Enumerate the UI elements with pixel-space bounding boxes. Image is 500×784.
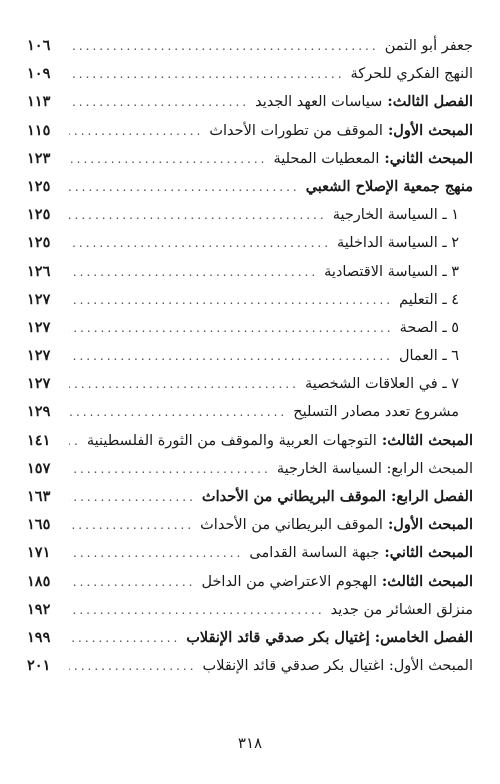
page-number-footer: ٣١٨ (237, 734, 263, 752)
toc-entry-title (209, 117, 473, 145)
dot-leader (69, 483, 196, 511)
toc-entry-text: مشروع تعدد مصادر التسليح (293, 404, 459, 421)
toc-page-number: ١٢٧ (27, 375, 51, 393)
toc-entry (27, 398, 473, 426)
dot-leader (69, 370, 299, 398)
toc-entry-title (202, 483, 473, 511)
toc-entry (27, 483, 473, 511)
dot-leader (69, 511, 194, 539)
toc-entry-title (255, 88, 473, 116)
toc-entry-title (277, 455, 473, 483)
toc-page-number: ١٧١ (27, 544, 51, 562)
dot-leader (69, 286, 393, 314)
toc-entry-text: جعفر أبو التمن (384, 38, 473, 54)
toc-entry-title (333, 201, 473, 229)
dot-leader (69, 427, 81, 455)
toc-entry (27, 427, 473, 455)
toc-entry (27, 88, 473, 116)
toc-entry-text: ٥ ـ الصحة (399, 319, 459, 336)
toc-entry-text: المبحث الرابع: السياسة الخارجية (276, 460, 473, 477)
toc-entry-text: المبحث الأول: اغتيال بكر صدقي قائد الإنقلاب (202, 658, 473, 675)
toc-entry-prefix: منهج جمعية الإصلاح الشعبي (305, 177, 473, 195)
toc-entry (27, 370, 473, 398)
toc-entry-prefix: المبحث الثاني: (379, 149, 473, 167)
toc-entry (27, 60, 473, 88)
toc-entry-prefix: الفصل الثالث: (382, 93, 473, 111)
dot-leader (69, 568, 195, 596)
toc-entry-text: التوجهات العربية والموقف من الثورة الفلسطينية (86, 432, 377, 449)
toc-page-number: ١٥٧ (27, 459, 51, 477)
toc-entry (27, 652, 473, 680)
toc-page-number: ١٨٥ (27, 572, 51, 590)
toc-page-number: ١٩٢ (27, 600, 51, 618)
toc-entry-text: جبهة الساسة القدامى (249, 545, 380, 562)
toc-entry-title (249, 539, 473, 567)
toc-entry-title (203, 652, 473, 680)
toc-entry (27, 314, 473, 342)
toc-entry-text: الهجوم الاعتراضي من الداخل (201, 573, 377, 590)
toc-page-number: ١٦٥ (27, 516, 51, 534)
toc-page-number: ١٢٥ (27, 234, 51, 252)
toc-entry-title (200, 511, 473, 539)
toc-entry-title (293, 398, 473, 426)
toc-entry (27, 342, 473, 370)
dot-leader (69, 88, 249, 116)
dot-leader (69, 398, 287, 426)
toc-entry (27, 596, 473, 624)
toc-entry-prefix: المبحث الثالث: (376, 431, 473, 449)
toc-entry-prefix: المبحث الأول: (382, 516, 473, 534)
toc-entry (27, 201, 473, 229)
toc-page-number: ١١٣ (27, 93, 51, 111)
toc-entry (27, 286, 473, 314)
toc-entry-title (273, 145, 473, 173)
toc-entry-title (306, 173, 473, 201)
dot-leader (69, 145, 267, 173)
toc-entry-title (87, 427, 473, 455)
toc-entry-title (324, 258, 473, 286)
toc-entry-title (186, 624, 473, 652)
toc-entry-text: النهج الفكري للحركة (350, 66, 473, 83)
toc-entry-text: الموقف من تطورات الأحداث (209, 122, 383, 139)
toc-entry-title (399, 286, 473, 314)
toc-entry-text: ٧ ـ في العلاقات الشخصية (304, 376, 459, 393)
dot-leader (69, 60, 345, 88)
toc-page-number: ٢٠١ (27, 657, 51, 675)
toc-entry-prefix: المبحث الثالث: (376, 572, 473, 590)
toc-entry-text: المعطيات المحلية (273, 150, 380, 167)
toc-entry-text: ٢ ـ السياسة الداخلية (337, 235, 459, 252)
toc-entry-title (351, 60, 473, 88)
toc-page-number: ١٠٩ (27, 65, 51, 83)
dot-leader (69, 201, 327, 229)
dot-leader (69, 229, 331, 257)
toc-page-number: ١٤١ (27, 431, 51, 449)
toc-entry (27, 229, 473, 257)
toc-entry (27, 173, 473, 201)
dot-leader (69, 342, 393, 370)
toc-entry-text: منزلق العشائر من جديد (330, 601, 473, 618)
table-of-contents (27, 32, 473, 680)
toc-entry (27, 258, 473, 286)
toc-entry-prefix: الفصل الرابع: الموقف البريطاني من الأحداث (201, 488, 473, 505)
toc-page-number: ١٢٣ (27, 149, 51, 167)
dot-leader (69, 32, 379, 60)
toc-entry (27, 539, 473, 567)
dot-leader (69, 652, 197, 680)
toc-entry (27, 624, 473, 652)
toc-entry-text: سياسات العهد الجديد (255, 94, 383, 111)
toc-page-number: ١١٥ (27, 121, 51, 139)
toc-entry-text: ١ ـ السياسة الخارجية (332, 207, 459, 224)
toc-page-number: ١٢٩ (27, 403, 51, 421)
toc-page-number: ١٦٣ (27, 488, 51, 505)
dot-leader (69, 117, 203, 145)
toc-entry-prefix: الفصل الخامس: إغتيال بكر صدقي قائد الإنقلاب (186, 628, 473, 646)
toc-page-number: ١٢٧ (27, 290, 51, 308)
toc-entry (27, 32, 473, 60)
toc-entry (27, 568, 473, 596)
dot-leader (69, 314, 394, 342)
toc-page-number: ١٩٩ (27, 628, 51, 646)
toc-page-number: ١٠٦ (27, 37, 51, 54)
toc-entry (27, 511, 473, 539)
toc-entry-title (337, 229, 473, 257)
toc-entry (27, 145, 473, 173)
toc-entry-prefix: المبحث الأول: (382, 121, 473, 139)
toc-page-number: ١٢٥ (27, 177, 51, 195)
dot-leader (69, 624, 180, 652)
dot-leader (69, 258, 318, 286)
toc-page-number: ١٢٧ (27, 347, 51, 365)
toc-entry-title (305, 370, 473, 398)
dot-leader (69, 596, 325, 624)
toc-page-number: ١٢٦ (27, 262, 51, 280)
toc-entry-title (201, 568, 473, 596)
dot-leader (69, 173, 300, 201)
toc-page-number: ١٢٥ (27, 206, 51, 224)
toc-entry-text: ٣ ـ السياسة الاقتصادية (324, 263, 459, 280)
toc-entry-title (385, 32, 473, 60)
toc-page-number: ١٢٧ (27, 318, 51, 336)
dot-leader (69, 539, 243, 567)
toc-entry-title (400, 314, 473, 342)
toc-entry (27, 455, 473, 483)
toc-entry-title (399, 342, 473, 370)
toc-entry (27, 117, 473, 145)
dot-leader (69, 455, 271, 483)
toc-entry-prefix: المبحث الثاني: (379, 544, 473, 562)
toc-entry-text: ٤ ـ التعليم (399, 291, 459, 308)
toc-entry-text: الموقف البريطاني من الأحداث (200, 517, 383, 534)
toc-entry-text: ٦ ـ العمال (398, 348, 459, 365)
toc-entry-title (331, 596, 473, 624)
